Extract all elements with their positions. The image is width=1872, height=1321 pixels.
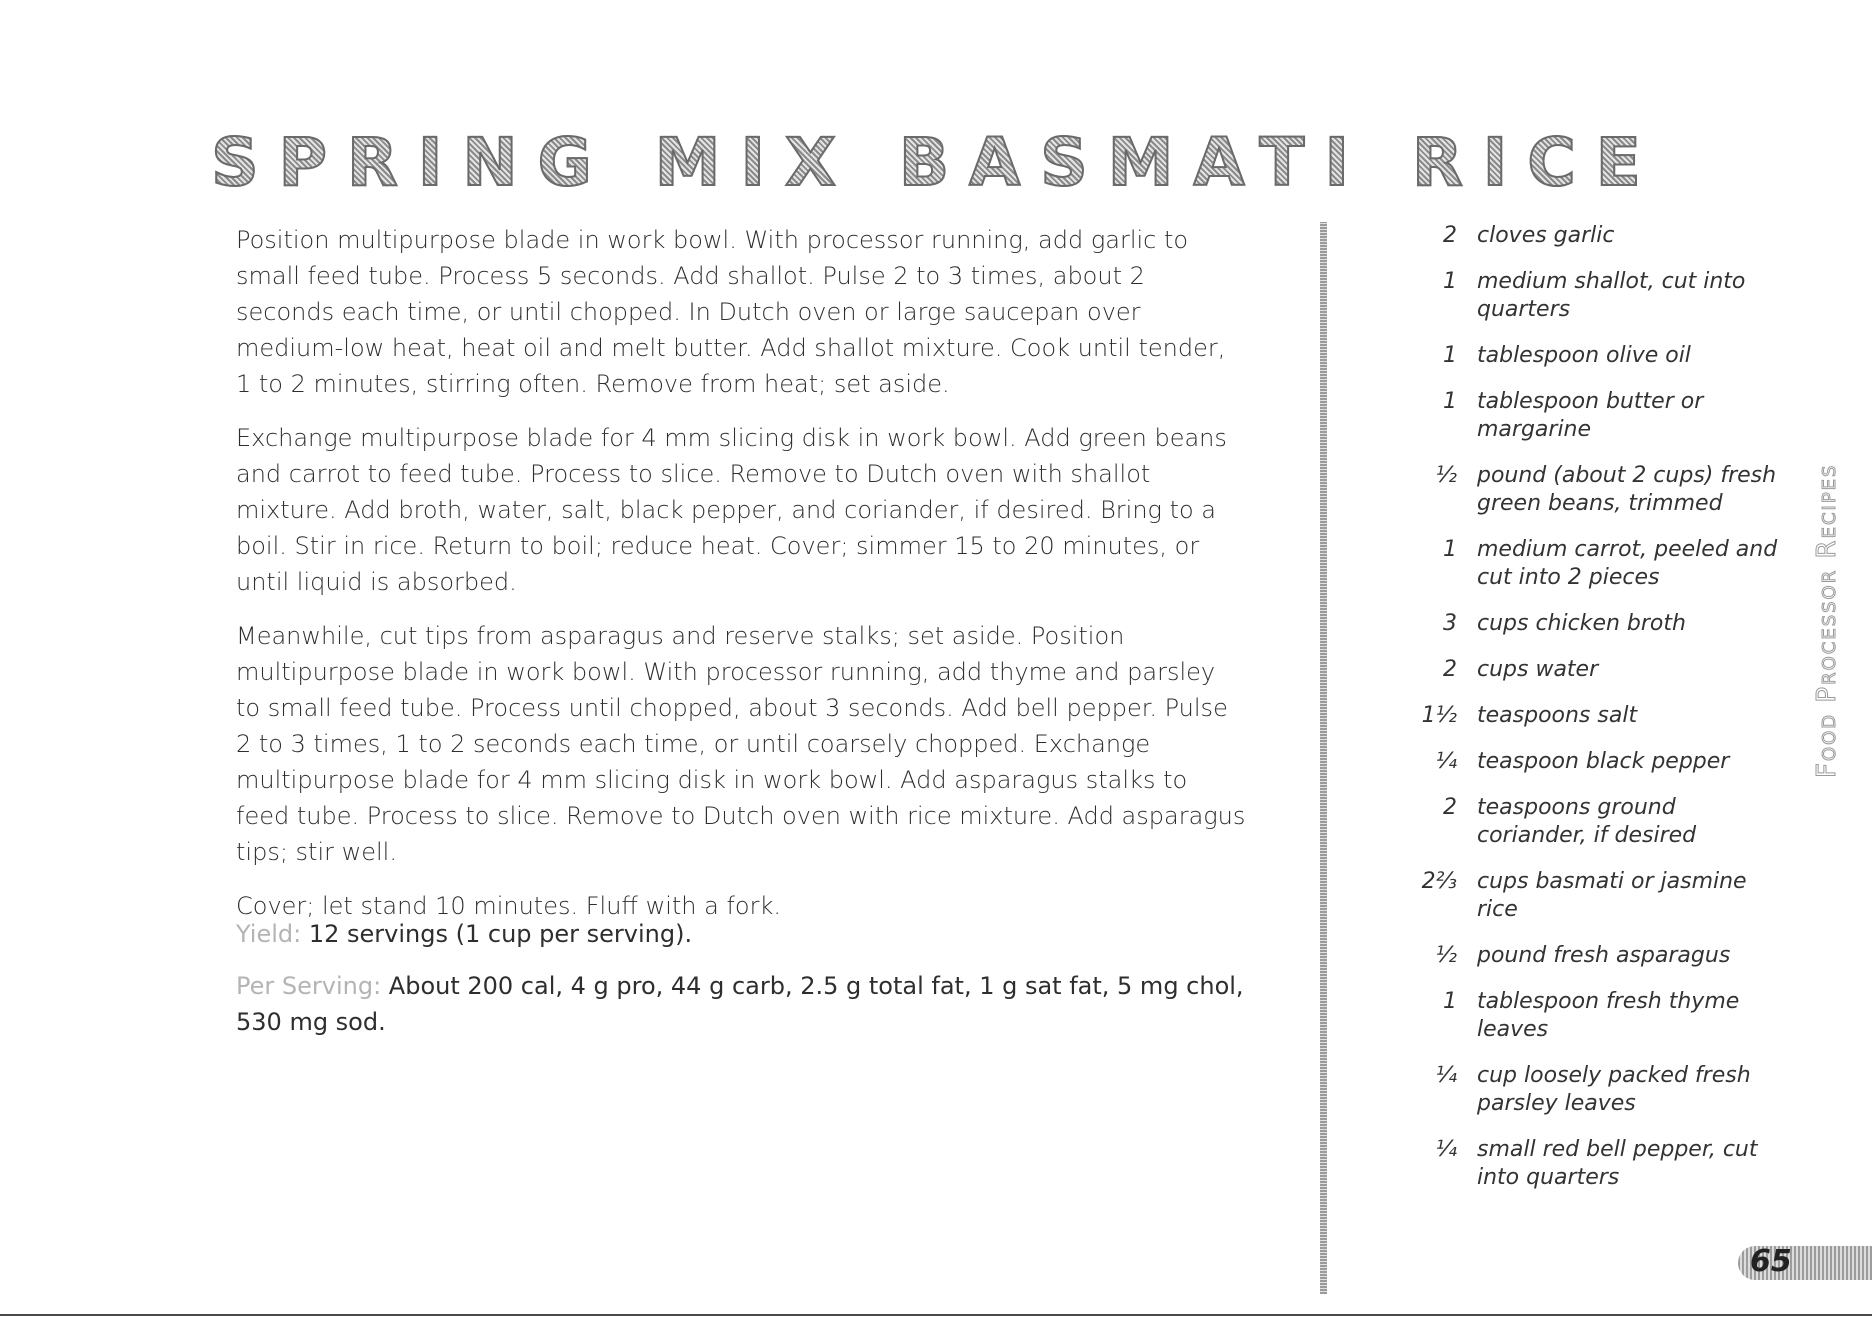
ingredient-qty: 1 [1443, 989, 1457, 1014]
ingredient-qty: 3 [1443, 611, 1457, 636]
recipe-title: SPRING MIX BASMATI RICE [0, 130, 1872, 196]
ingredient-qty: 2 [1443, 223, 1457, 248]
ingredient-desc: teaspoons salt [1477, 703, 1638, 728]
ingredient-desc: tablespoon butter or margarine [1477, 389, 1704, 442]
ingredient-desc: cup loosely packed fresh parsley leaves [1477, 1063, 1751, 1116]
ingredient-item [1395, 610, 1785, 638]
ingredient-item [1395, 748, 1785, 776]
ingredient-desc: small red bell pepper, cut into quarters [1477, 1137, 1758, 1190]
ingredient-item [1395, 794, 1785, 850]
ingredient-desc: pound fresh asparagus [1477, 943, 1731, 968]
yield [236, 916, 1246, 952]
ingredient-qty: 2 [1443, 657, 1457, 682]
ingredient-qty: ¼ [1435, 749, 1457, 774]
page-number: 65 [1750, 1244, 1792, 1279]
ingredient-qty: 1 [1443, 537, 1457, 562]
yield-text: 12 servings (1 cup per serving). [301, 920, 693, 948]
ingredient-qty: 2⅔ [1421, 869, 1457, 894]
ingredient-item [1395, 656, 1785, 684]
direction-paragraph: Meanwhile, cut tips from asparagus and reserve stalks; set aside. Position multipurpose blade in work bowl. With processor running, add thyme and parsley to small feed tube. Process until chopped, about 3 seconds. Add bell pepper. Pulse 2 to 3 times, 1 to 2 seconds each time, or until coarsely chopped. Exchange multipurpose blade for 4 mm slicing disk in work bowl. Add asparagus stalks to feed tube. Process to slice. Remove to Dutch oven with rice mixture. Add asparagus tips; stir well. [236, 622, 1246, 866]
ingredient-desc: medium shallot, cut into quarters [1477, 269, 1746, 322]
ingredient-desc: teaspoons ground coriander, if desired [1477, 795, 1697, 848]
ingredient-desc: pound (about 2 cups) fresh green beans, trimmed [1477, 463, 1777, 516]
direction-paragraph: Exchange multipurpose blade for 4 mm slicing disk in work bowl. Add green beans and carrot to feed tube. Process to slice. Remove to Dutch oven with shallot mixture. Add broth, water, salt, black pepper, and coriander, if desired. Bring to a boil. Stir in rice. Return to boil; reduce heat. Cover; simmer 15 to 20 minutes, or until liquid is absorbed. [236, 424, 1227, 596]
bottom-rule [0, 1314, 1872, 1316]
ingredient-qty: ½ [1435, 463, 1457, 488]
ingredient-desc: cups water [1477, 657, 1599, 682]
ingredient-item [1395, 388, 1785, 444]
ingredient-item [1395, 222, 1785, 250]
ingredient-item [1395, 702, 1785, 730]
ingredient-item [1395, 462, 1785, 518]
section-side-label: Food Processor Recipes [1812, 463, 1842, 778]
direction-paragraph: Position multipurpose blade in work bowl. With processor running, add garlic to small feed tube. Process 5 seconds. Add shallot. Pulse 2 to 3 times, about 2 seconds each time, or until chopped. In Dutch oven or large saucepan over medium-low heat, heat oil and melt butter. Add shallot mixture. Cook until tender, 1 to 2 minutes, stirring often. Remove from heat; set aside. [236, 226, 1226, 398]
ingredient-qty: ¼ [1435, 1137, 1457, 1162]
ingredient-qty: 2 [1443, 795, 1457, 820]
yield-label: Yield: [236, 920, 302, 948]
ingredient-item [1395, 268, 1785, 324]
ingredient-item [1395, 942, 1785, 970]
ingredient-item [1395, 988, 1785, 1044]
ingredient-item [1395, 868, 1785, 924]
ingredient-list [1395, 222, 1785, 1210]
ingredient-desc: cups chicken broth [1477, 611, 1686, 636]
ingredient-qty: 1½ [1421, 703, 1457, 728]
ingredient-item [1395, 1136, 1785, 1192]
ingredient-item [1395, 342, 1785, 370]
ingredient-desc: cloves garlic [1477, 223, 1615, 248]
column-divider [1320, 222, 1327, 1294]
direction-paragraph: Cover; let stand 10 minutes. Fluff with a fork. [236, 892, 781, 920]
ingredient-qty: ¼ [1435, 1063, 1457, 1088]
directions [236, 222, 1246, 942]
ingredient-qty: 1 [1443, 389, 1457, 414]
ingredient-desc: medium carrot, peeled and cut into 2 pieces [1477, 537, 1778, 590]
ingredient-qty: 1 [1443, 269, 1457, 294]
ingredient-desc: tablespoon olive oil [1477, 343, 1691, 368]
per-serving-text: About 200 cal, 4 g pro, 44 g carb, 2.5 g total fat, 1 g sat fat, 5 mg chol, 530 mg sod. [236, 972, 1244, 1036]
ingredient-item [1395, 1062, 1785, 1118]
ingredient-desc: teaspoon black pepper [1477, 749, 1730, 774]
ingredient-qty: ½ [1435, 943, 1457, 968]
ingredient-qty: 1 [1443, 343, 1457, 368]
ingredient-desc: cups basmati or jasmine rice [1477, 869, 1747, 922]
per-serving-label: Per Serving: [236, 972, 382, 1000]
ingredient-item [1395, 536, 1785, 592]
per-serving [236, 968, 1246, 1040]
ingredient-desc: tablespoon fresh thyme leaves [1477, 989, 1740, 1042]
